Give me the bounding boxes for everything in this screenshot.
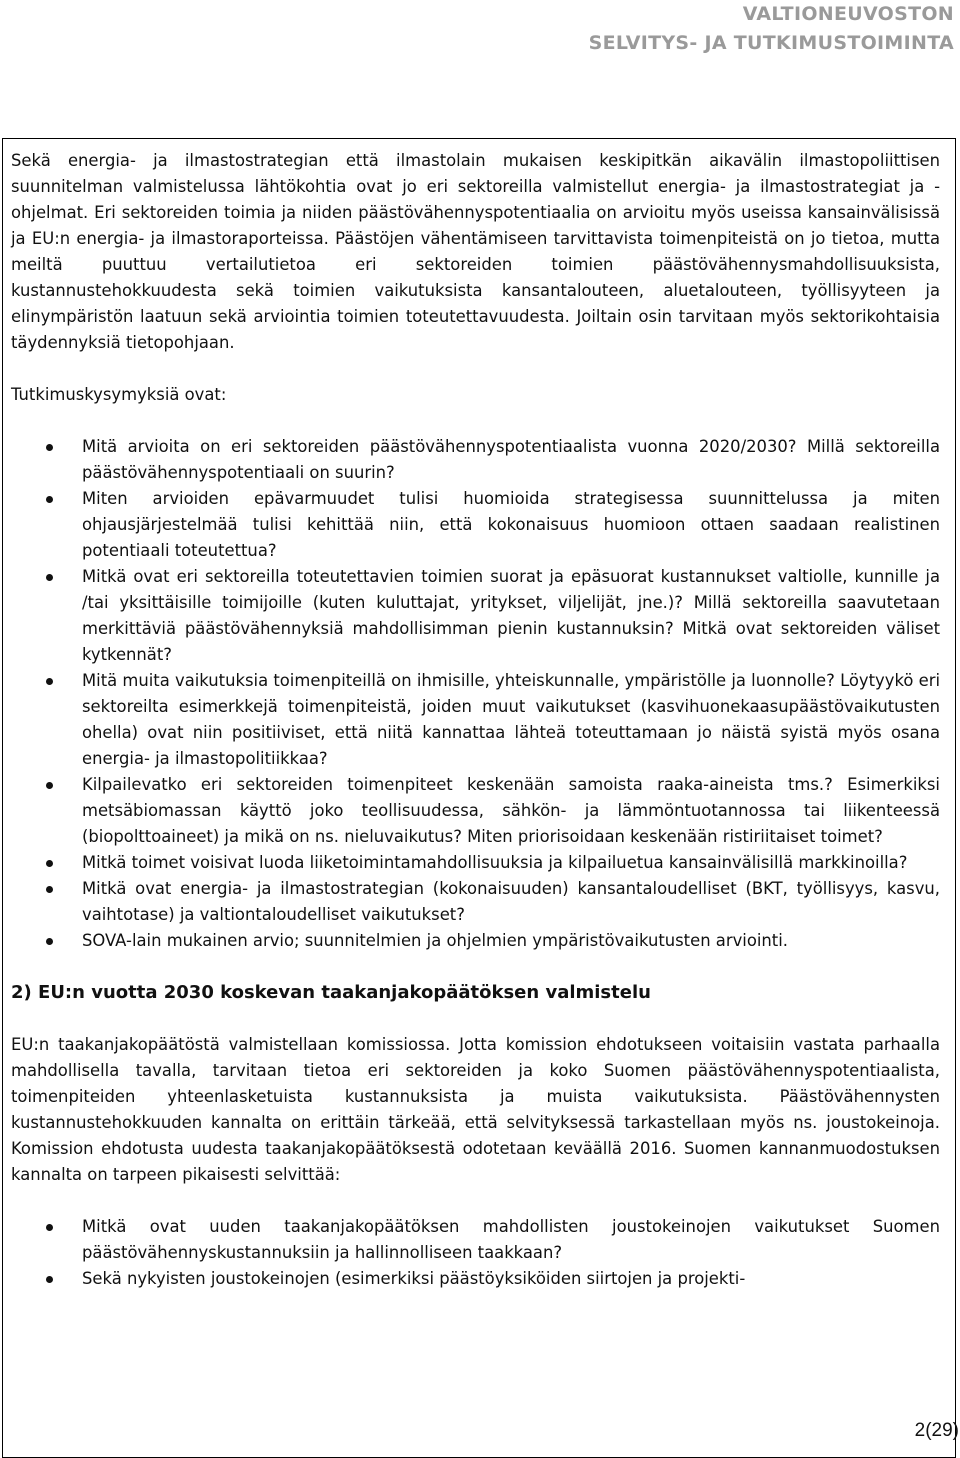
bullet-icon [46, 444, 53, 451]
list-item: Kilpailevatko eri sektoreiden toimenpiteet keskenään samoista raaka-aineista tms.? Esimerkiksi metsäbiomassan käyttö joko teollisuudessa, sähkön- ja lämmöntuotannossa tai liikenteessä (biopolttoaineet) ja mikä on ns. nieluvaikutus? Miten priorisoidaan keskenään ristiriitaiset toimet? [11, 772, 940, 850]
list-item: Sekä nykyisten joustokeinojen (esimerkiksi päästöyksiköiden siirtojen ja projekti- [11, 1266, 940, 1292]
header-line-1: VALTIONEUVOSTON [742, 3, 954, 25]
section-2-paragraph: EU:n taakanjakopäätöstä valmistellaan komissiossa. Jotta komission ehdotukseen voitaisiin vastata parhaalla mahdollisella tavalla, tarvitaan tietoa eri sektoreiden ja koko Suomen päästövähennyspotentiaalista, toimenpiteiden yhteenlasketuista kustannuksista ja muista vaikutuksista. Päästövähennysten kustannustehokkuuden kannalta on erittäin tärkeää, että selvityksessä tarkastellaan myös ns. joustokeinoja. Komission ehdotusta uudesta taakanjakopäätöksestä odotetaan keväällä 2016. Suomen kannanmuodostuksen kannalta on tarpeen pikaisesti selvittää: [11, 1035, 940, 1184]
list-item: Mitkä ovat uuden taakanjakopäätöksen mahdollisten joustokeinojen vaikutukset Suomen päästövähennyskustannuksiin ja hallinnolliseen taakkaan? [11, 1214, 940, 1266]
research-questions-label: Tutkimuskysymyksiä ovat: [11, 385, 227, 404]
list-item: Mitkä ovat eri sektoreilla toteutettavien toimien suorat ja epäsuorat kustannukset valtiolle, kunnille ja /tai yksittäisille toimijoille (kuten kuluttajat, yritykset, viljelijät, jne.)? Millä sektoreilla saavutetaan merkittäviä päästövähennyksiä mahdollisimman pienin kustannuksin? Mitkä ovat sektoreiden väliset kytkennät? [11, 564, 940, 668]
bullet-icon [46, 678, 53, 685]
bullet-icon [46, 1224, 53, 1231]
bullet-icon [46, 938, 53, 945]
bullet-icon [46, 574, 53, 581]
bullet-icon [46, 1276, 53, 1283]
section-2-heading: 2) EU:n vuotta 2030 koskevan taakanjakopäätöksen valmistelu [11, 982, 651, 1003]
header-organization [589, 0, 954, 58]
intro-paragraph: Sekä energia- ja ilmastostrategian että ilmastolain mukaisen keskipitkän aikavälin ilmastopoliittisen suunnitelman valmistelussa lähtökohtia ovat jo eri sektoreilla valmistellut energia- ja ilmastostrategiat ja -ohjelmat. Eri sektoreiden toimia ja niiden päästövähennyspotentiaalia on arvioitu myös useissa kansainvälisissä ja EU:n energia- ja ilmastoraporteissa. Päästöjen vähentämiseen tarvittavista toimenpiteistä on jo tietoa, mutta meiltä puuttuu vertailutietoa eri sektoreiden toimien päästövähennysmahdollisuuksista, kustannustehokkuudesta sekä toimien vaikutuksista kansantalouteen, aluetalouteen, työllisyyteen ja elinympäristön laatuun sekä arviointia toimien toteutettavuudesta. Joiltain osin tarvitaan myös sektorikohtaisia täydennyksiä tietopohjaan. [11, 151, 940, 352]
document-body [11, 148, 940, 1292]
list-item: Mitä arvioita on eri sektoreiden päästövähennyspotentiaalista vuonna 2020/2030? Millä sektoreilla päästövähennyspotentiaali on suurin? [11, 434, 940, 486]
bullet-icon [46, 496, 53, 503]
header-line-2: SELVITYS- JA TUTKIMUSTOIMINTA [588, 32, 954, 54]
section-2-list [11, 1214, 940, 1292]
list-item: SOVA-lain mukainen arvio; suunnitelmien ja ohjelmien ympäristövaikutusten arviointi. [11, 928, 940, 954]
bullet-icon [46, 860, 53, 867]
bullet-icon [46, 782, 53, 789]
list-item: Mitkä toimet voisivat luoda liiketoimintamahdollisuuksia ja kilpailuetua kansainvälisillä markkinoilla? [11, 850, 940, 876]
list-item: Mitä muita vaikutuksia toimenpiteillä on ihmisille, yhteiskunnalle, ympäristölle ja luonnolle? Löytyykö eri sektoreilta esimerkkejä toimenpiteistä, joiden muut vaikutukset (kasvihuonekaasupäästövaikutusten ohella) ovat niin positiiviset, että niitä kannattaa lähteä toteuttamaan jo näistä syistä myös osana energia- ja ilmastopolitiikkaa? [11, 668, 940, 772]
research-questions-list [11, 434, 940, 954]
bullet-icon [46, 886, 53, 893]
list-item: Mitkä ovat energia- ja ilmastostrategian (kokonaisuuden) kansantaloudelliset (BKT, työllisyys, kasvu, vaihtotase) ja valtiontaloudelliset vaikutukset? [11, 876, 940, 928]
list-item: Miten arvioiden epävarmuudet tulisi huomioida strategisessa suunnittelussa ja miten ohjausjärjestelmää tulisi kehittää niin, että kokonaisuus huomioon ottaen saadaan realistinen potentiaali toteutettua? [11, 486, 940, 564]
page-number: 2(29) [914, 1420, 959, 1441]
